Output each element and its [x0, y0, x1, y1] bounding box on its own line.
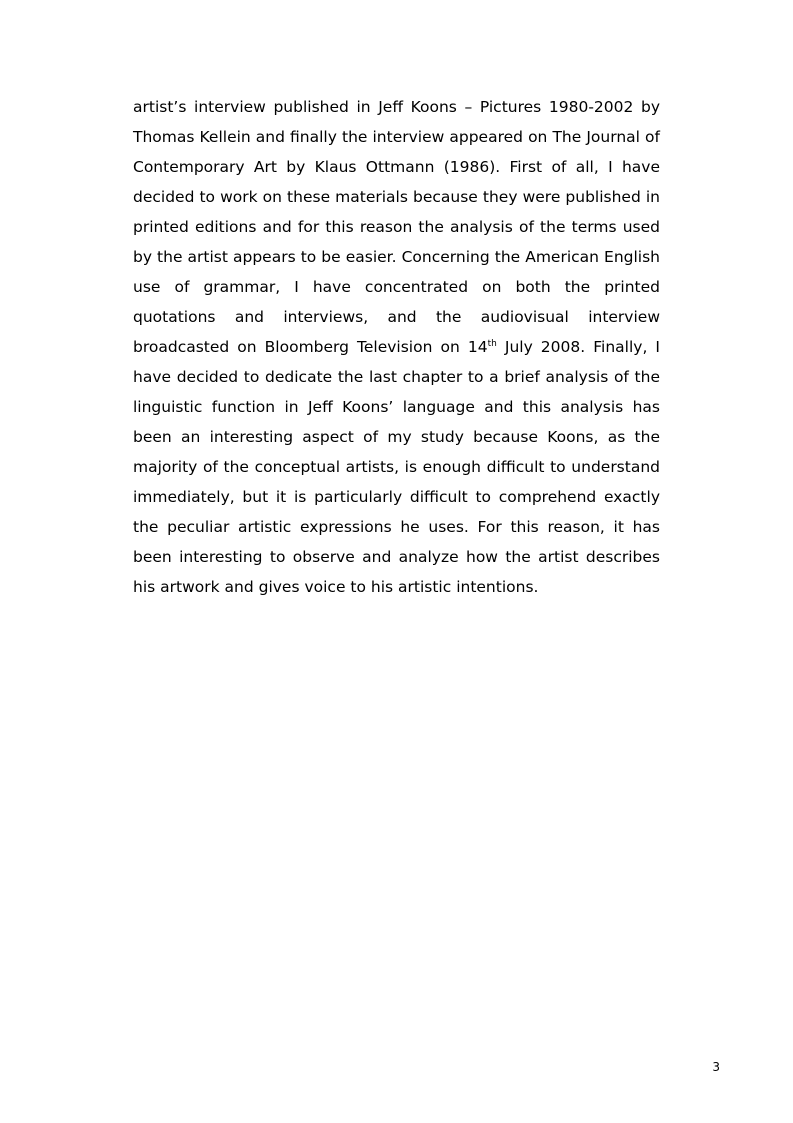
text-line: quotations and interviews, and the audiovisual interview [133, 308, 660, 326]
text-fragment: July 2008. Finally, I [496, 338, 660, 356]
text-line-last: his artwork and gives voice to his artistic intentions. [133, 578, 539, 596]
text-line-with-superscript [133, 332, 660, 362]
text-line: the peculiar artistic expressions he uses. For this reason, it has [133, 518, 660, 536]
text-line: printed editions and for this reason the analysis of the terms used [133, 218, 660, 236]
text-line: Contemporary Art by Klaus Ottmann (1986). First of all, I have [133, 158, 660, 176]
text-line: use of grammar, I have concentrated on both the printed [133, 278, 660, 296]
text-line: linguistic function in Jeff Koons’ language and this analysis has [133, 398, 660, 416]
text-line: Thomas Kellein and finally the interview appeared on The Journal of [133, 128, 660, 146]
text-line: have decided to dedicate the last chapter to a brief analysis of the [133, 368, 660, 386]
text-fragment: broadcasted on Bloomberg Television on 14 [133, 338, 488, 356]
text-line: immediately, but it is particularly difficult to comprehend exactly [133, 488, 660, 506]
text-line: been an interesting aspect of my study because Koons, as the [133, 428, 660, 446]
text-line: majority of the conceptual artists, is enough difficult to understand [133, 458, 660, 476]
ordinal-superscript: th [487, 339, 497, 349]
body-paragraph [133, 92, 660, 602]
text-line: decided to work on these materials because they were published in [133, 188, 660, 206]
text-line: been interesting to observe and analyze how the artist describes [133, 548, 660, 566]
text-line: artist’s interview published in Jeff Koons – Pictures 1980-2002 by [133, 98, 660, 116]
page-number: 3 [712, 1060, 720, 1074]
text-line: by the artist appears to be easier. Concerning the American English [133, 248, 660, 266]
